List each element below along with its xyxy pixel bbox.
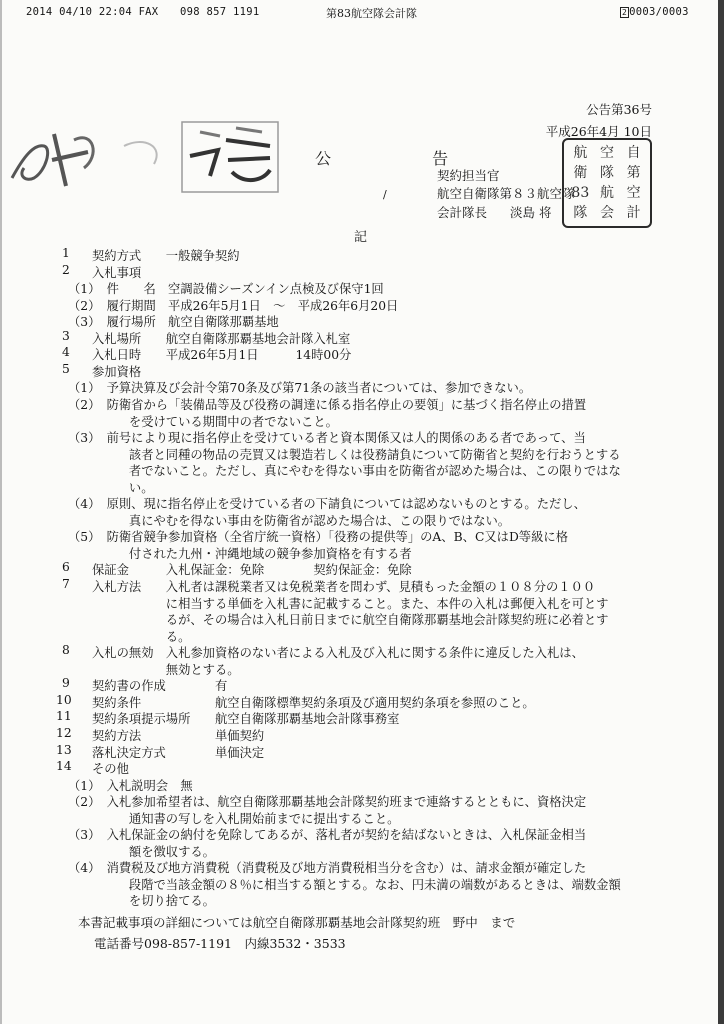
item-number: 3 [62, 328, 70, 343]
item-text: るが、その場合は入札日前日までに航空自衛隊那覇基地会計隊契約班に必着とす [92, 613, 609, 628]
item-text: る。 [92, 629, 191, 644]
notice-number: 公告第36号 [586, 102, 652, 117]
item-text: 入札の無効 入札参加資格のない者による入札及び入札に関する条件に違反した入札は、 [92, 646, 584, 661]
fax-page: 2 0003/0003 [622, 6, 689, 18]
item-text: （5） 防衛省競争参加資格（全省庁統一資格）「役務の提供等」のA、B、C又はD等級に格 [68, 530, 568, 545]
official-seal: 航 空 自 衛 隊 第 83 航 空 隊 会 計 [562, 138, 652, 228]
item-number: 10 [56, 692, 72, 707]
item-text: （1） 件 名 空調設備シーズンイン点検及び保守1回 [68, 282, 384, 297]
item-text: （1） 入札説明会 無 [68, 778, 193, 793]
page-title: 公 告 [315, 149, 497, 168]
item-text: 落札決定方式 単価決定 [92, 745, 265, 760]
item-text: を切り捨てる。 [92, 894, 215, 909]
footer-phone: 電話番号098-857-1191 内線3532・3533 [94, 936, 346, 951]
item-text: を受けている期間中の者でないこと。 [92, 414, 338, 429]
item-text: （2） 入札参加希望者は、航空自衛隊那覇基地会計隊契約班まで連絡するとともに、資格決定 [68, 795, 587, 810]
item-text: 契約方式 一般競争契約 [92, 249, 240, 263]
item-number: 9 [62, 676, 70, 691]
item-number: 5 [62, 361, 70, 376]
item-text: 無効とする。 [92, 662, 240, 677]
item-number: 1 [62, 246, 70, 260]
item-text: 額を徴収する。 [92, 844, 215, 859]
item-text: 入札日時 平成26年5月1日 14時00分 [92, 348, 352, 363]
contract-officer-unit: 航空自衛隊第８３航空隊 [437, 186, 575, 201]
item-text: 契約条項提示場所 航空自衛隊那覇基地会計隊事務室 [92, 712, 400, 727]
ki-heading: 記 [354, 230, 368, 245]
item-text: 契約書の作成 有 [92, 679, 228, 694]
scan-left-edge [0, 0, 2, 1024]
fax-sender: 第83航空隊会計隊 [326, 7, 417, 20]
item-text: い。 [92, 480, 154, 495]
item-text: 契約方法 単価契約 [92, 728, 265, 743]
item-number: 14 [56, 759, 72, 774]
item-text: （3） 入札保証金の納付を免除してあるが、落札者が契約を結ばないときは、入札保証金相当 [68, 828, 587, 843]
item-text: 真にやむを得ない事由を防衛省が認めた場合は、この限りではない。 [92, 513, 511, 528]
item-text: 者でないこと。ただし、真にやむを得ない事由を防衛省が認めた場合は、この限りではな [92, 464, 621, 479]
item-number: 6 [62, 560, 70, 575]
contract-officer-role: 会計隊長 [437, 205, 488, 220]
item-text: （3） 履行場所 航空自衛隊那覇基地 [68, 315, 279, 330]
item-text: 入札場所 航空自衛隊那覇基地会計隊入札室 [92, 331, 351, 346]
item-text: 該者と同種の物品の売買又は製造若しくは役務請負について防衛省と契約を行おうとする [92, 447, 621, 462]
fax-number: 098 857 1191 [180, 6, 260, 18]
item-text: 保証金 入札保証金：免除 契約保証金：免除 [92, 563, 412, 578]
item-number: 4 [62, 345, 70, 360]
contract-officer-name: 淡島 将 [510, 205, 552, 220]
notice-date: 平成26年4月 10日 [545, 124, 652, 139]
item-text: （1） 予算決算及び会計令第70条及び第71条の該当者については、参加できない。 [68, 381, 532, 396]
item-text: 入札事項 [92, 265, 142, 280]
item-text: 段階で当該金額の８％に相当する額とする。なお、円未満の端数があるときは、端数金額 [92, 877, 621, 892]
item-text: その他 [92, 762, 129, 777]
item-number: 13 [56, 742, 72, 757]
contract-officer-label: 契約担当官 [437, 168, 500, 183]
item-text: 通知書の写しを入札開始前までに提出すること。 [92, 811, 400, 826]
fax-page-icon: 2 [622, 8, 628, 17]
fax-datetime: 2014 04/10 22:04 FAX [26, 6, 159, 18]
item-number: 2 [62, 262, 70, 277]
slash-mark: / [383, 188, 387, 201]
item-text: （4） 原則、現に指名停止を受けている者の下請負については認めないものとする。ただし、 [68, 497, 586, 512]
item-text: 参加資格 [92, 364, 142, 379]
item-text: （2） 履行期間 平成26年5月1日 ～ 平成26年6月20日 [68, 298, 399, 313]
item-text: （4） 消費税及び地方消費税（消費税及び地方消費税相当分を含む）は、請求金額が確定した [68, 861, 587, 876]
item-text: 付された九州・沖縄地域の競争参加資格を有する者 [92, 546, 412, 561]
item-number: 12 [56, 725, 72, 740]
item-text: （2） 防衛省から「装備品等及び役務の調達に係る指名停止の要領」に基づく指名停止の措置 [68, 397, 587, 412]
item-text: 契約条件 航空自衛隊標準契約条項及び適用契約条項を参照のこと。 [92, 695, 535, 710]
item-text: に相当する単価を入札書に記載すること。また、本件の入札は郵便入札を可とす [92, 596, 609, 611]
received-stamp [4, 116, 280, 196]
item-text: （3） 前号により現に指名停止を受けている者と資本関係又は人的関係のある者であって、当 [68, 431, 586, 446]
item-number: 7 [62, 577, 70, 591]
scan-right-edge [718, 0, 724, 1024]
item-text: 入札方法 入札者は課税業者又は免税業者を問わず、見積もった金額の１０８分の１００ [92, 580, 596, 594]
item-number: 11 [56, 709, 72, 724]
item-number: 8 [62, 643, 70, 658]
footer-contact: 本書記載事項の詳細については航空自衛隊那覇基地会計隊契約班 野中 まで [78, 915, 516, 930]
